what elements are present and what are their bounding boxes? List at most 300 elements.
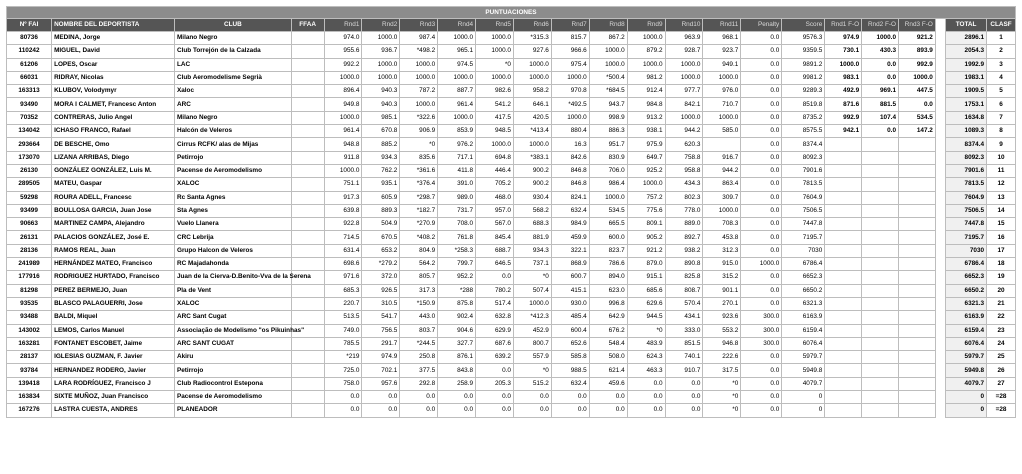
cell-num: 758.8 [665, 151, 703, 164]
table-row [7, 324, 1016, 337]
cell-fo: 992.9 [899, 58, 936, 71]
cell-num: 823.7 [589, 244, 627, 257]
cell-ffaa [291, 191, 324, 204]
cell-num: 0.0 [741, 271, 782, 284]
cell-num: 317.3 [400, 284, 438, 297]
cell-num: 952.2 [438, 271, 476, 284]
cell-num: 900.2 [513, 164, 551, 177]
cell-num: 984.9 [551, 218, 589, 231]
column-header: TOTAL [946, 19, 987, 32]
cell-num: 258.9 [438, 377, 476, 390]
cell-num: 0.0 [513, 391, 551, 404]
cell-club: ARC [174, 98, 291, 111]
cell-ffaa [291, 178, 324, 191]
cell-fo [825, 337, 862, 350]
cell-fo [899, 191, 936, 204]
table-row [7, 231, 1016, 244]
cell-fo: 534.5 [899, 111, 936, 124]
table-row [7, 337, 1016, 350]
cell-num: 1000.0 [513, 138, 551, 151]
cell-total: 8092.3 [946, 151, 987, 164]
cell-fo: 871.6 [825, 98, 862, 111]
table-row [7, 364, 1016, 377]
cell-num: 300.0 [741, 324, 782, 337]
cell-num: 987.4 [400, 32, 438, 45]
cell-num: 483.9 [627, 337, 665, 350]
cell-fo [862, 231, 899, 244]
cell-total: 6076.4 [946, 337, 987, 350]
cell-fo [899, 271, 936, 284]
column-gap [935, 391, 945, 404]
cell-num: 905.2 [627, 231, 665, 244]
cell-name: FONTANET ESCOBET, Jaime [52, 337, 175, 350]
cell-total: 1089.3 [946, 125, 987, 138]
cell-num: 799.7 [438, 258, 476, 271]
cell-num: 415.1 [551, 284, 589, 297]
cell-num: 1000.0 [627, 178, 665, 191]
column-header: Rnd2 F-O [862, 19, 899, 32]
cell-fo [825, 191, 862, 204]
cell-num: 1000.0 [362, 58, 400, 71]
cell-fo [899, 164, 936, 177]
cell-ffaa [291, 85, 324, 98]
cell-num: 976.0 [703, 85, 741, 98]
cell-num: 443.0 [400, 311, 438, 324]
cell-num: *498.2 [400, 45, 438, 58]
cell-club: Club Torrejón de la Calzada [174, 45, 291, 58]
table-row [7, 125, 1016, 138]
cell-num: *322.6 [400, 111, 438, 124]
cell-num: 420.5 [513, 111, 551, 124]
cell-num: 910.7 [665, 364, 703, 377]
cell-clasf: 5 [987, 85, 1016, 98]
cell-ffaa [291, 218, 324, 231]
column-gap [935, 284, 945, 297]
cell-num: 911.8 [324, 151, 362, 164]
cell-total: 7447.8 [946, 218, 987, 231]
column-header: Rnd11 [703, 19, 741, 32]
column-header: FFAA [291, 19, 324, 32]
cell-num: 434.3 [665, 178, 703, 191]
cell-num: 0.0 [741, 284, 782, 297]
column-gap [935, 351, 945, 364]
cell-num: *412.3 [513, 311, 551, 324]
cell-num: 1000.0 [362, 71, 400, 84]
cell-num: 0.0 [741, 45, 782, 58]
cell-num: 880.4 [551, 125, 589, 138]
cell-num: 0.0 [741, 125, 782, 138]
cell-total: 7195.7 [946, 231, 987, 244]
cell-num: 646.1 [513, 98, 551, 111]
cell-num: 921.2 [627, 244, 665, 257]
cell-num: 787.2 [400, 85, 438, 98]
table-row [7, 32, 1016, 45]
cell-clasf: 12 [987, 178, 1016, 191]
cell-num: 917.3 [324, 191, 362, 204]
cell-ffaa [291, 284, 324, 297]
cell-num: 756.5 [362, 324, 400, 337]
cell-total: 2054.3 [946, 45, 987, 58]
cell-fo [862, 258, 899, 271]
cell-score: 7447.8 [782, 218, 825, 231]
cell-total: 5949.8 [946, 364, 987, 377]
cell-club: Milano Negro [174, 32, 291, 45]
cell-fo [862, 364, 899, 377]
cell-num: 0.0 [665, 404, 703, 417]
cell-num: 291.7 [362, 337, 400, 350]
cell-num: 922.8 [324, 218, 362, 231]
cell-fo [825, 404, 862, 417]
cell-num: 16.3 [551, 138, 589, 151]
cell-num: 808.7 [665, 284, 703, 297]
cell-fo [862, 297, 899, 310]
cell-num: 0.0 [551, 391, 589, 404]
cell-num: 981.2 [627, 71, 665, 84]
cell-num: 653.2 [362, 244, 400, 257]
cell-num: *383.1 [513, 151, 551, 164]
cell-fo [825, 178, 862, 191]
cell-num: 879.0 [627, 258, 665, 271]
cell-total: 6163.9 [946, 311, 987, 324]
cell-num: 1000.0 [589, 58, 627, 71]
cell-num: 649.7 [627, 151, 665, 164]
cell-fo: 0.0 [899, 98, 936, 111]
cell-clasf: 11 [987, 164, 1016, 177]
cell-num: 989.0 [438, 191, 476, 204]
cell-fo [862, 311, 899, 324]
cell-num: 564.2 [400, 258, 438, 271]
cell-num: 930.4 [513, 191, 551, 204]
cell-num: 605.9 [362, 191, 400, 204]
cell-num: 948.8 [324, 138, 362, 151]
cell-num: 322.1 [551, 244, 589, 257]
cell-clasf: 22 [987, 311, 1016, 324]
cell-score: 6159.4 [782, 324, 825, 337]
results-table [6, 6, 1016, 418]
cell-num: 333.0 [665, 324, 703, 337]
cell-num: 459.6 [589, 377, 627, 390]
cell-num: 974.9 [362, 351, 400, 364]
cell-num: 0.0 [741, 178, 782, 191]
cell-club: ARC Sant Cugat [174, 311, 291, 324]
cell-num: 879.2 [627, 45, 665, 58]
cell-num: 600.7 [551, 271, 589, 284]
cell-club: Pacense de Aeromodelismo [174, 164, 291, 177]
cell-clasf: =28 [987, 404, 1016, 417]
table-row [7, 71, 1016, 84]
cell-name: HERNÁNDEZ MATEO, Francisco [52, 258, 175, 271]
cell-ffaa [291, 297, 324, 310]
column-gap [935, 311, 945, 324]
cell-clasf: 13 [987, 191, 1016, 204]
cell-num: 292.8 [400, 377, 438, 390]
cell-club: Sta Agnes [174, 204, 291, 217]
cell-num: *0 [400, 138, 438, 151]
cell-num: 0.0 [400, 404, 438, 417]
cell-score: 0 [782, 391, 825, 404]
cell-num: 876.1 [438, 351, 476, 364]
column-gap [935, 377, 945, 390]
cell-club: RC Majadahonda [174, 258, 291, 271]
table-row [7, 111, 1016, 124]
cell-num: 632.4 [551, 377, 589, 390]
cell-num: 702.1 [362, 364, 400, 377]
cell-fo: 730.1 [825, 45, 862, 58]
cell-score: 7195.7 [782, 231, 825, 244]
column-gap [935, 58, 945, 71]
column-gap [935, 45, 945, 58]
cell-fo [862, 324, 899, 337]
cell-num: 1000.0 [362, 32, 400, 45]
cell-score: 9891.2 [782, 58, 825, 71]
cell-ffaa [291, 204, 324, 217]
cell-num: 688.3 [513, 218, 551, 231]
cell-num: 0.0 [741, 231, 782, 244]
cell-club: Petirrojo [174, 364, 291, 377]
cell-clasf: 2 [987, 45, 1016, 58]
cell-score: 6321.3 [782, 297, 825, 310]
cell-num: 417.5 [476, 111, 514, 124]
cell-num: 623.0 [589, 284, 627, 297]
column-gap [935, 98, 945, 111]
cell-num: 0.0 [324, 404, 362, 417]
cell-num: 889.0 [665, 218, 703, 231]
cell-ffaa [291, 98, 324, 111]
cell-num: 646.5 [476, 258, 514, 271]
cell-total: 8374.4 [946, 138, 987, 151]
cell-fo: 974.9 [825, 32, 862, 45]
cell-fo [825, 244, 862, 257]
cell-num: 631.4 [324, 244, 362, 257]
cell-num: 434.1 [665, 311, 703, 324]
cell-num: *150.9 [400, 297, 438, 310]
cell-num: 463.3 [627, 364, 665, 377]
cell-num: 757.2 [627, 191, 665, 204]
table-row [7, 164, 1016, 177]
cell-num: 0.0 [438, 391, 476, 404]
cell-num: 0.0 [589, 391, 627, 404]
cell-fo [862, 337, 899, 350]
cell-num: 639.2 [476, 351, 514, 364]
cell-fo: 921.2 [899, 32, 936, 45]
cell-num: 800.7 [513, 337, 551, 350]
cell-name: LEMOS, Carlos Manuel [52, 324, 175, 337]
cell-fo [825, 231, 862, 244]
column-gap [935, 85, 945, 98]
cell-num: 974.5 [438, 58, 476, 71]
cell-fo [899, 324, 936, 337]
cell-num: 0.0 [627, 391, 665, 404]
cell-fo [862, 284, 899, 297]
cell-num: 740.1 [665, 351, 703, 364]
cell-num: 620.3 [665, 138, 703, 151]
cell-num: 955.6 [324, 45, 362, 58]
cell-score: 9981.2 [782, 71, 825, 84]
cell-score: 8092.3 [782, 151, 825, 164]
cell-ffaa [291, 45, 324, 58]
cell-fai: 134042 [7, 125, 52, 138]
table-row [7, 191, 1016, 204]
cell-num: *376.4 [400, 178, 438, 191]
cell-total: 1983.1 [946, 71, 987, 84]
cell-fo [899, 204, 936, 217]
cell-num: 894.0 [589, 271, 627, 284]
cell-num: 515.2 [513, 377, 551, 390]
cell-num: 916.7 [703, 151, 741, 164]
cell-num: 904.6 [438, 324, 476, 337]
cell-score: 7901.6 [782, 164, 825, 177]
cell-fai: 26130 [7, 164, 52, 177]
cell-num: 1000.0 [703, 71, 741, 84]
cell-total: 1909.5 [946, 85, 987, 98]
cell-clasf: 8 [987, 125, 1016, 138]
cell-num: 963.9 [665, 32, 703, 45]
cell-fai: 163834 [7, 391, 52, 404]
cell-num: 957.0 [476, 204, 514, 217]
cell-fo: 430.3 [862, 45, 899, 58]
table-row [7, 204, 1016, 217]
cell-total: 4079.7 [946, 377, 987, 390]
cell-num: 1000.0 [400, 98, 438, 111]
cell-num: 0.0 [741, 151, 782, 164]
cell-fai: 293664 [7, 138, 52, 151]
cell-num: 985.1 [362, 111, 400, 124]
column-gap [935, 138, 945, 151]
cell-fo: 492.9 [825, 85, 862, 98]
cell-score: 6076.4 [782, 337, 825, 350]
cell-total: 0 [946, 404, 987, 417]
cell-num: 504.9 [362, 218, 400, 231]
cell-num: 900.2 [513, 178, 551, 191]
cell-fai: 173070 [7, 151, 52, 164]
cell-total: 0 [946, 391, 987, 404]
column-header: Rnd2 [362, 19, 400, 32]
cell-num: 1000.0 [551, 111, 589, 124]
column-gap [935, 258, 945, 271]
cell-ffaa [291, 258, 324, 271]
cell-num: 802.3 [665, 191, 703, 204]
cell-num: 930.0 [551, 297, 589, 310]
cell-total: 7030 [946, 244, 987, 257]
cell-num: *413.4 [513, 125, 551, 138]
cell-fo [899, 404, 936, 417]
cell-name: BALDI, Miquel [52, 311, 175, 324]
cell-num: 943.7 [589, 98, 627, 111]
cell-total: 6159.4 [946, 324, 987, 337]
results-body [7, 32, 1016, 418]
cell-score: 6786.4 [782, 258, 825, 271]
cell-ffaa [291, 244, 324, 257]
cell-fai: 93535 [7, 297, 52, 310]
cell-fo [862, 218, 899, 231]
cell-fo [899, 337, 936, 350]
cell-num: 1000.0 [324, 111, 362, 124]
cell-num: *0 [513, 271, 551, 284]
cell-num: 0.0 [476, 364, 514, 377]
cell-fo [862, 404, 899, 417]
column-gap [935, 271, 945, 284]
cell-fo [862, 191, 899, 204]
cell-num: 0.0 [741, 404, 782, 417]
cell-name: HERNANDEZ RODERO, Javier [52, 364, 175, 377]
cell-num: 485.4 [551, 311, 589, 324]
cell-num: 1000.0 [476, 138, 514, 151]
column-header: NOMBRE DEL DEPORTISTA [52, 19, 175, 32]
cell-num: 998.9 [589, 111, 627, 124]
cell-clasf: 27 [987, 377, 1016, 390]
cell-clasf: 10 [987, 151, 1016, 164]
cell-club: XALOC [174, 178, 291, 191]
cell-name: MATEU, Gaspar [52, 178, 175, 191]
cell-fo [862, 351, 899, 364]
column-header: Rnd1 [324, 19, 362, 32]
cell-ffaa [291, 404, 324, 417]
cell-num: 0.0 [627, 377, 665, 390]
cell-num: 934.3 [513, 244, 551, 257]
table-row [7, 377, 1016, 390]
cell-score: 7813.5 [782, 178, 825, 191]
cell-num: *244.5 [400, 337, 438, 350]
cell-fai: 93499 [7, 204, 52, 217]
cell-num: 0.0 [400, 391, 438, 404]
cell-num: 639.8 [324, 204, 362, 217]
cell-num: 1000.0 [324, 164, 362, 177]
cell-num: 600.0 [589, 231, 627, 244]
cell-num: 935.1 [362, 178, 400, 191]
cell-num: 541.7 [362, 311, 400, 324]
cell-name: MIGUEL, David [52, 45, 175, 58]
cell-num: 992.2 [324, 58, 362, 71]
cell-score: 7030 [782, 244, 825, 257]
column-gap [935, 19, 945, 32]
cell-num: 687.6 [476, 337, 514, 350]
cell-name: DE BESCHE, Omo [52, 138, 175, 151]
cell-total: 5979.7 [946, 351, 987, 364]
cell-club: Rc Santa Agnes [174, 191, 291, 204]
cell-num: 1000.0 [627, 32, 665, 45]
cell-num: 570.4 [665, 297, 703, 310]
cell-num: 0.0 [741, 297, 782, 310]
cell-num: 0.0 [741, 204, 782, 217]
cell-num: 1000.0 [438, 71, 476, 84]
cell-num: 220.7 [324, 297, 362, 310]
cell-num: 600.4 [551, 324, 589, 337]
cell-num: 805.7 [400, 271, 438, 284]
cell-num: 845.4 [476, 231, 514, 244]
cell-fo [825, 364, 862, 377]
cell-num: 0.0 [741, 138, 782, 151]
cell-num: 1000.0 [513, 297, 551, 310]
cell-num: *0 [513, 364, 551, 377]
table-row [7, 85, 1016, 98]
results-sheet [6, 6, 1016, 418]
cell-fai: 59298 [7, 191, 52, 204]
cell-num: 885.2 [362, 138, 400, 151]
cell-num: 944.2 [703, 164, 741, 177]
cell-fo [862, 271, 899, 284]
cell-num: 1000.0 [513, 71, 551, 84]
cell-num: 1000.0 [513, 58, 551, 71]
cell-clasf: 17 [987, 244, 1016, 257]
cell-fo [862, 151, 899, 164]
cell-fo [899, 258, 936, 271]
cell-num: 629.9 [476, 324, 514, 337]
cell-club: ARC SANT CUGAT [174, 337, 291, 350]
cell-ffaa [291, 377, 324, 390]
cell-num: 708.3 [703, 218, 741, 231]
cell-clasf: 9 [987, 138, 1016, 151]
cell-num: 568.2 [513, 204, 551, 217]
